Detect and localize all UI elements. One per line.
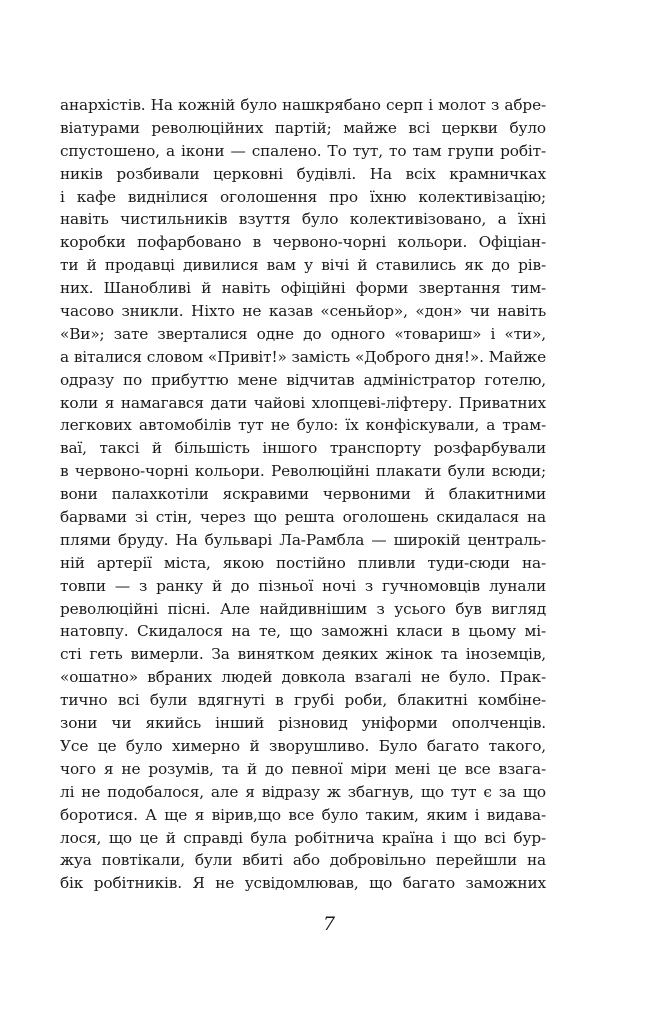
text-line: боротися. А ще я вірив,що все було таким, яким і видава- bbox=[60, 805, 546, 824]
text-line: жуа повтікали, були вбиті або добровільно перейшли на bbox=[60, 851, 546, 870]
page-number: 7 bbox=[322, 913, 336, 935]
text-line: ників розбивали церковні будівлі. На всіх крамничках bbox=[60, 164, 546, 183]
text-line: них. Шанобливі й навіть офіційні форми звертання тим- bbox=[60, 279, 546, 298]
text-line: і кафе виднілися оголошення про їхню колективізацію; bbox=[60, 187, 546, 206]
body-text bbox=[60, 94, 546, 895]
text-line: а віталися словом «Привіт!» замість «Доброго дня!». Майже bbox=[60, 347, 546, 366]
text-line: натовпу. Скидалося на те, що заможні класи в цьому мі- bbox=[60, 622, 546, 641]
text-line: часово зникли. Ніхто не казав «сеньйор», «дон» чи навіть bbox=[60, 302, 546, 321]
text-line: в червоно-чорні кольори. Революційні плакати були всюди; bbox=[60, 462, 546, 481]
text-line: спустошено, а ікони — спалено. То тут, то там групи робіт- bbox=[60, 141, 546, 160]
text-line: ній артерії міста, якою постійно пливли туди-сюди на- bbox=[60, 553, 546, 572]
text-line: лося, що це й справді була робітнича країна і що всі бур- bbox=[60, 828, 546, 847]
text-line: революційні пісні. Але найдивнішим з усього був вигляд bbox=[60, 599, 546, 618]
text-line: «Ви»; зате зверталися одне до одного «товариш» і «ти», bbox=[60, 324, 546, 343]
text-line: коробки пофарбовано в червоно-чорні кольори. Офіціан- bbox=[60, 233, 546, 252]
text-line: навіть чистильників взуття було колективізовано, а їхні bbox=[60, 210, 546, 229]
text-line: вони палахкотіли яскравими червоними й блакитними bbox=[60, 485, 546, 504]
text-line: чого я не розумів, та й до певної міри мені це все взага- bbox=[60, 759, 546, 778]
text-line: бік робітників. Я не усвідомлював, що багато заможних bbox=[60, 874, 546, 893]
text-line: ти й продавці дивилися вам у вічі й ставились як до рів- bbox=[60, 256, 546, 275]
text-line: анархістів. На кожній було нашкрябано серп і молот з абре- bbox=[60, 96, 546, 114]
text-line: коли я намагався дати чайові хлопцеві-ліфтеру. Приватних bbox=[60, 393, 546, 412]
text-line: «ошатно» вбраних людей довкола взагалі не було. Прак- bbox=[60, 668, 546, 687]
text-line: легкових автомобілів тут не було: їх конфіскували, а трам- bbox=[60, 416, 546, 435]
text-line: Усе це було химерно й зворушливо. Було багато такого, bbox=[60, 736, 546, 755]
text-line: віатурами революційних партій; майже всі церкви було bbox=[60, 118, 546, 137]
text-line: плями бруду. На бульварі Ла-Рамбла — широкій централь- bbox=[60, 530, 546, 549]
text-line: лі не подобалося, але я відразу ж збагнув, що тут є за що bbox=[60, 782, 546, 801]
text-line: тично всі були вдягнуті в грубі роби, блакитні комбіне- bbox=[60, 691, 546, 710]
text-line: ваї, таксі й більшість іншого транспорту розфарбували bbox=[60, 439, 546, 458]
text-line: барвами зі стін, через що решта оголошень скидалася на bbox=[60, 508, 546, 527]
text-line: товпи — з ранку й до пізньої ночі з гучномовців лунали bbox=[60, 576, 546, 595]
text-line: зони чи якийсь інший різновид уніформи ополченців. bbox=[60, 714, 546, 733]
text-line: одразу по прибуттю мене відчитав адміністратор готелю, bbox=[60, 370, 546, 389]
text-line: сті геть вимерли. За винятком деяких жінок та іноземців, bbox=[60, 645, 546, 664]
